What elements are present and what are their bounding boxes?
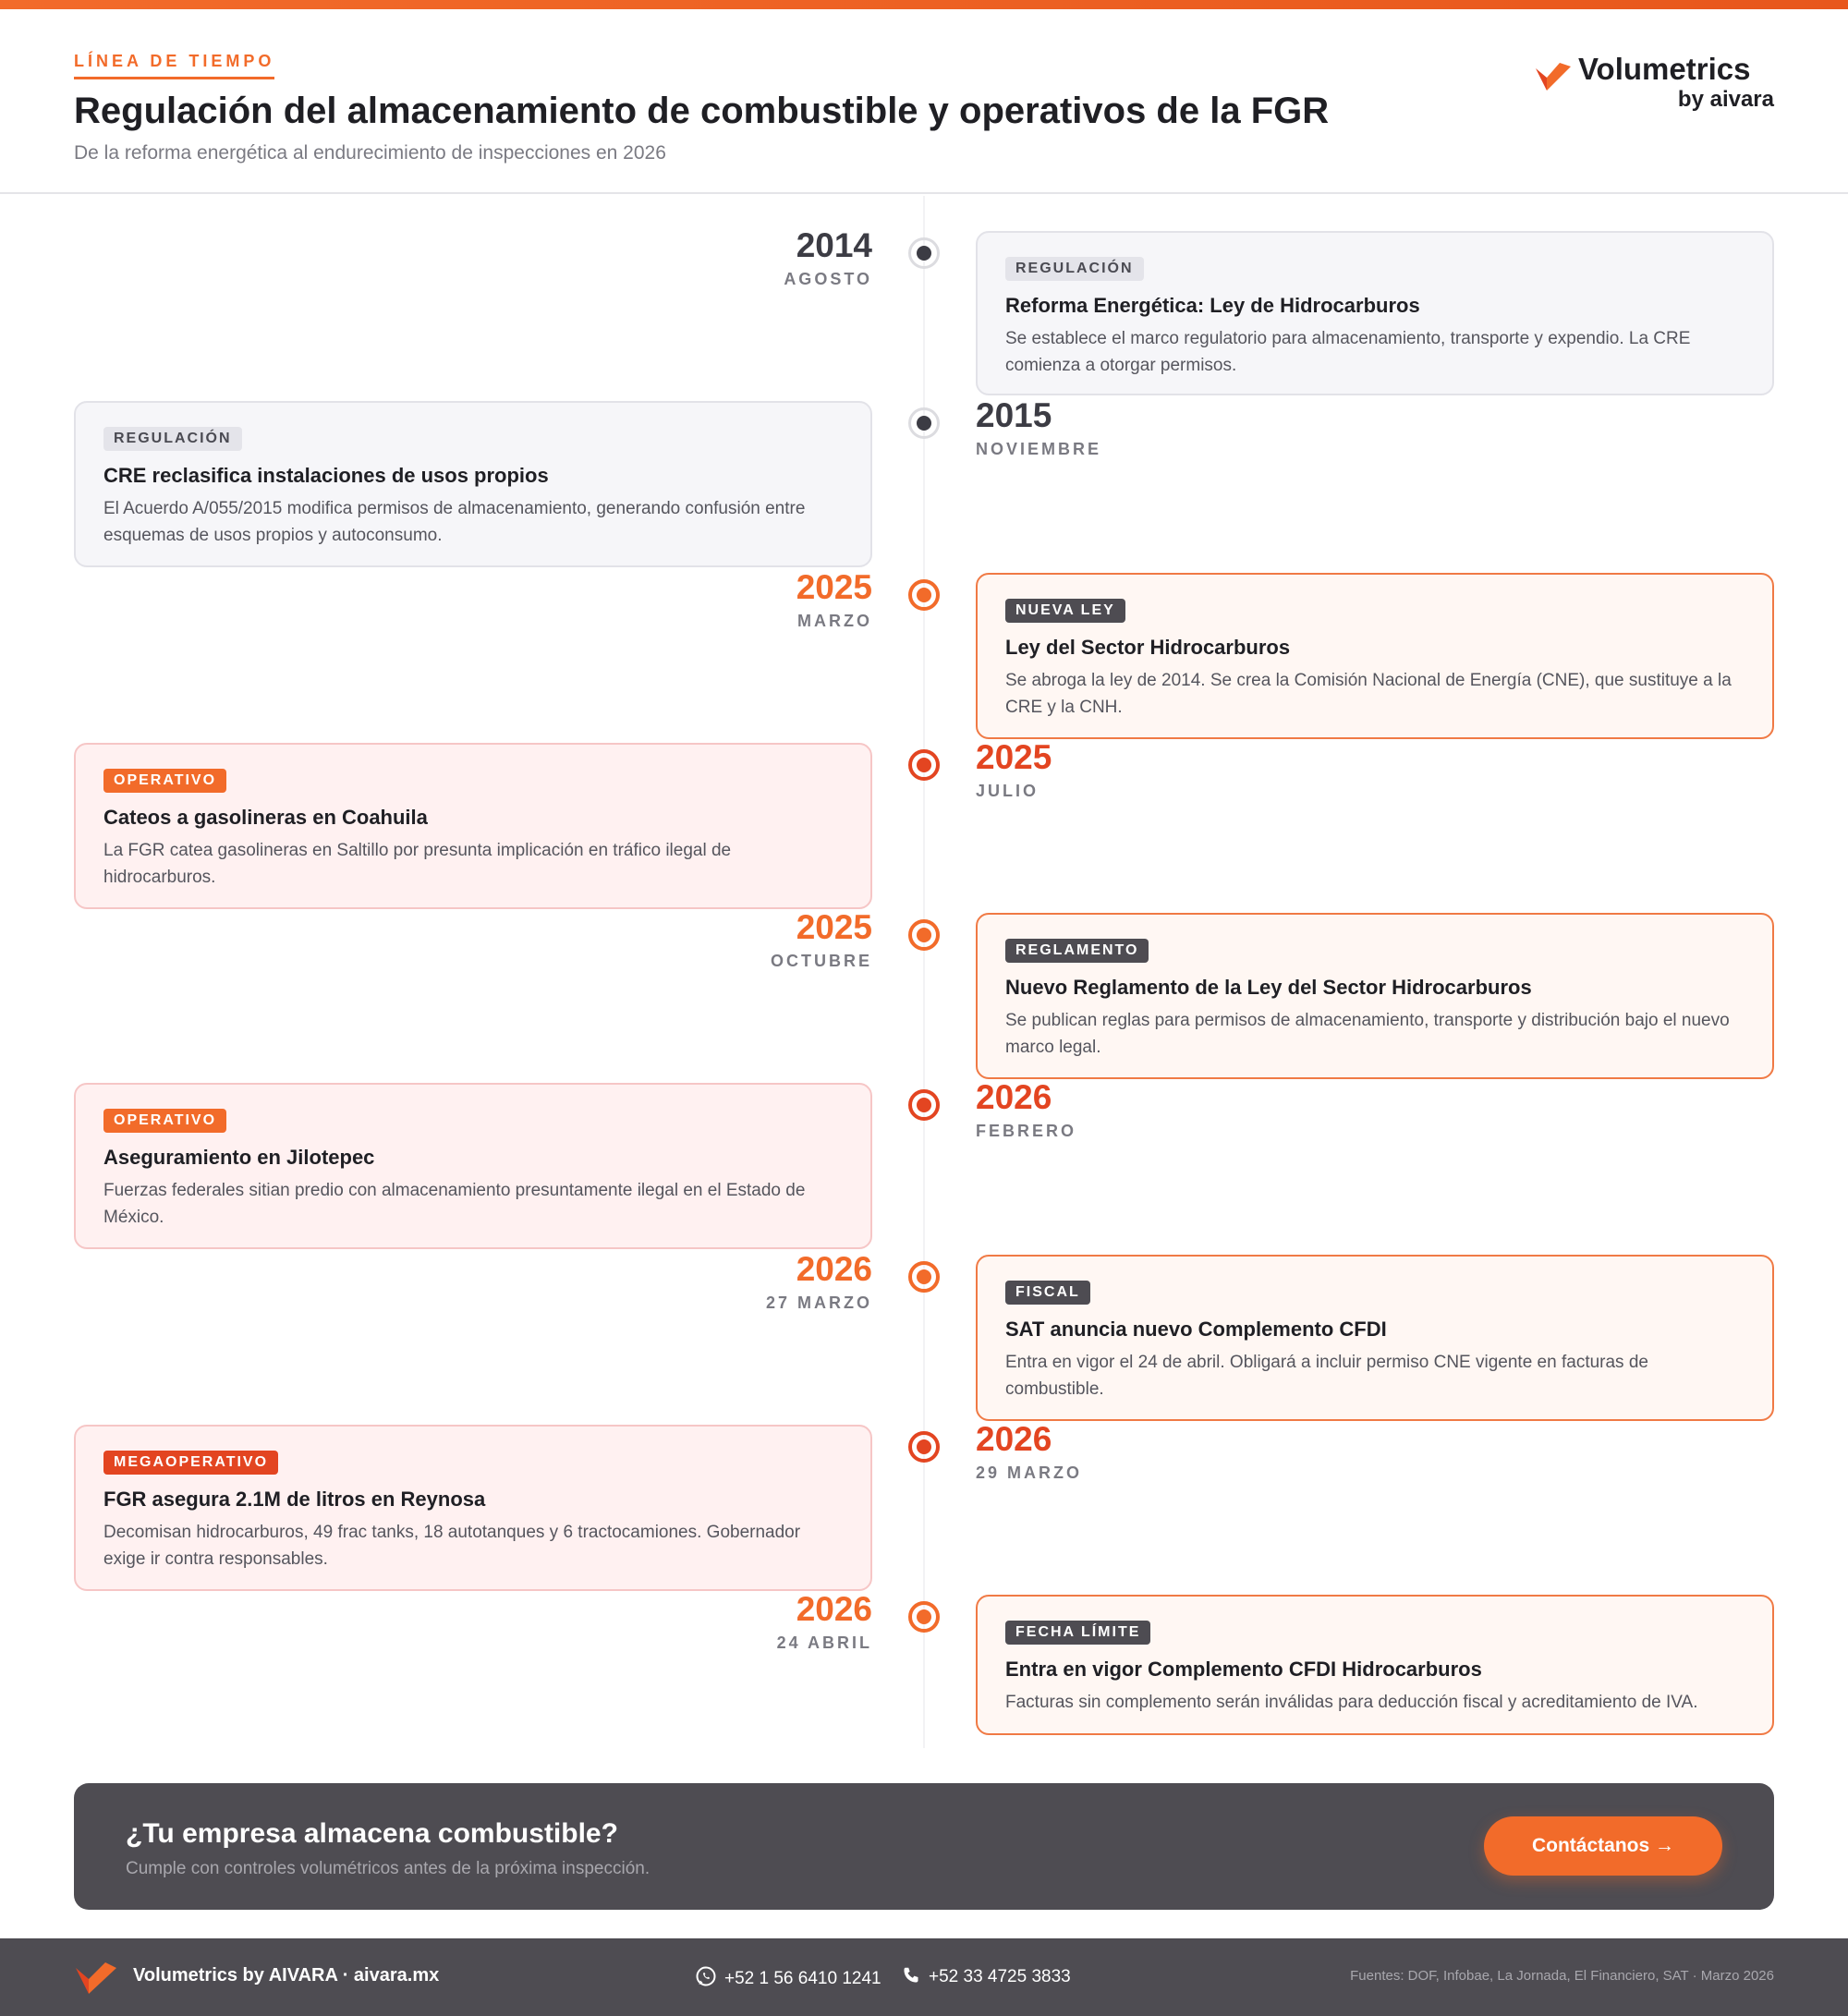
- event-title: Aseguramiento en Jilotepec: [103, 1146, 375, 1169]
- event-title: CRE reclasifica instalaciones de usos propios: [103, 464, 549, 487]
- timeline-event-card[interactable]: [74, 743, 872, 909]
- page-footer: [0, 1938, 1848, 2016]
- event-description: Decomisan hidrocarburos, 49 frac tanks, 18 autotanques y 6 tractocamiones. Gobernador exige ir contra responsables.: [103, 1523, 801, 1569]
- phone-number: +52 33 4725 3833: [929, 1967, 1071, 1986]
- timeline-date: [976, 397, 1253, 459]
- event-description: Se abroga la ley de 2014. Se crea la Comisión Nacional de Energía (CNE), que sustituye a la CRE y la CNH.: [1005, 671, 1732, 717]
- timeline-marker: [908, 1601, 940, 1633]
- timeline-date: [595, 1251, 872, 1313]
- timeline-date: [976, 739, 1253, 801]
- sources-note: Fuentes: DOF, Infobae, La Jornada, El Financiero, SAT · Marzo 2026: [1350, 1968, 1774, 1984]
- page-title: Regulación del almacenamiento de combustible y operativos de la FGR: [74, 91, 1330, 131]
- timeline-date: [595, 227, 872, 289]
- timeline-event-card[interactable]: [74, 401, 872, 567]
- timeline-marker: [908, 749, 940, 781]
- event-month: 27 MARZO: [765, 1293, 872, 1312]
- timeline-event-card[interactable]: [74, 1083, 872, 1249]
- event-month: OCTUBRE: [771, 952, 872, 970]
- cta-subtitle: Cumple con controles volumétricos antes de la próxima inspección.: [126, 1859, 650, 1878]
- event-year: 2026: [796, 1590, 872, 1628]
- timeline-marker: [908, 237, 940, 269]
- cta-title: ¿Tu empresa almacena combustible?: [126, 1818, 618, 1849]
- timeline-marker: [908, 1089, 940, 1121]
- event-title: Cateos a gasolineras en Coahuila: [103, 806, 428, 829]
- event-description: El Acuerdo A/055/2015 modifica permisos de almacenamiento, generando confusión entre esquemas de usos propios y autoconsumo.: [103, 499, 806, 545]
- event-description: Se establece el marco regulatorio para almacenamiento, transporte y expendio. La CRE comienza a otorgar permisos.: [1005, 329, 1691, 375]
- timeline-date: [976, 1079, 1253, 1141]
- brand-logo[interactable]: [1534, 52, 1774, 116]
- event-description: La FGR catea gasolineras en Saltillo por presunta implicación en tráfico ilegal de hidrocarburos.: [103, 841, 732, 887]
- event-year: 2015: [976, 396, 1052, 434]
- category-badge: REGULACIÓN: [103, 427, 242, 451]
- event-description: Se publican reglas para permisos de almacenamiento, transporte y distribución bajo el nuevo marco legal.: [1005, 1011, 1730, 1057]
- event-description: Fuerzas federales sitian predio con almacenamiento presuntamente ilegal en el Estado de México.: [103, 1181, 806, 1227]
- phone-icon: [901, 1965, 921, 1986]
- event-month: 24 ABRIL: [776, 1633, 872, 1652]
- timeline-date: [976, 1421, 1253, 1483]
- category-badge: OPERATIVO: [103, 769, 226, 793]
- category-badge: NUEVA LEY: [1005, 599, 1125, 623]
- timeline-marker: [908, 1261, 940, 1293]
- category-badge: FISCAL: [1005, 1281, 1090, 1305]
- category-badge: REGLAMENTO: [1005, 939, 1149, 963]
- timeline-event-card[interactable]: [976, 1255, 1774, 1421]
- logo-tagline: by aivara: [1677, 87, 1774, 112]
- timeline-date: [595, 569, 872, 631]
- footer-brand-link[interactable]: Volumetrics by AIVARA · aivara.mx: [133, 1965, 440, 1986]
- event-title: SAT anuncia nuevo Complemento CFDI: [1005, 1318, 1387, 1341]
- phone-contact[interactable]: [901, 1965, 1071, 1987]
- timeline-event-card[interactable]: [976, 231, 1774, 395]
- timeline-event-card[interactable]: [74, 1425, 872, 1591]
- event-year: 2026: [976, 1420, 1052, 1458]
- event-month: NOVIEMBRE: [976, 440, 1102, 458]
- timeline-marker: [908, 579, 940, 611]
- timeline-marker: [908, 407, 940, 439]
- timeline-marker: [908, 919, 940, 951]
- whatsapp-contact[interactable]: [695, 1965, 881, 1989]
- event-month: FEBRERO: [976, 1122, 1077, 1140]
- page-subtitle: De la reforma energética al endurecimiento de inspecciones en 2026: [74, 142, 666, 164]
- timeline-event-card[interactable]: [976, 573, 1774, 739]
- category-badge: REGULACIÓN: [1005, 257, 1144, 281]
- event-description: Entra en vigor el 24 de abril. Obligará a incluir permiso CNE vigente en facturas de combustible.: [1005, 1353, 1648, 1399]
- event-year: 2014: [796, 226, 872, 264]
- event-year: 2025: [976, 738, 1052, 776]
- event-title: Reforma Energética: Ley de Hidrocarburos: [1005, 294, 1420, 317]
- volumetrics-logo-icon: [1534, 61, 1574, 94]
- event-description: Facturas sin complemento serán inválidas para deducción fiscal y acreditamiento de IVA.: [1005, 1693, 1698, 1712]
- event-month: AGOSTO: [784, 270, 872, 288]
- page-header: [0, 9, 1848, 194]
- volumetrics-logo-icon: [74, 1959, 120, 1996]
- event-title: Nuevo Reglamento de la Ley del Sector Hidrocarburos: [1005, 976, 1532, 999]
- event-title: FGR asegura 2.1M de litros en Reynosa: [103, 1488, 486, 1511]
- logo-wordmark: Volumetrics: [1578, 52, 1751, 86]
- whatsapp-icon: [695, 1965, 717, 1987]
- event-year: 2025: [796, 568, 872, 606]
- event-month: MARZO: [797, 612, 872, 630]
- cta-banner: [74, 1783, 1774, 1910]
- timeline-date: [595, 1591, 872, 1653]
- event-title: Ley del Sector Hidrocarburos: [1005, 636, 1291, 659]
- timeline-event-card[interactable]: [976, 913, 1774, 1079]
- eyebrow-label: LÍNEA DE TIEMPO: [74, 52, 274, 79]
- timeline-date: [595, 909, 872, 971]
- event-year: 2026: [796, 1250, 872, 1288]
- top-accent-bar: [0, 0, 1848, 9]
- event-year: 2025: [796, 908, 872, 946]
- category-badge: MEGAOPERATIVO: [103, 1451, 278, 1475]
- event-year: 2026: [976, 1078, 1052, 1116]
- whatsapp-number: +52 1 56 6410 1241: [724, 1969, 881, 1988]
- event-month: 29 MARZO: [976, 1463, 1083, 1482]
- timeline-event-card[interactable]: [976, 1595, 1774, 1735]
- timeline-marker: [908, 1431, 940, 1463]
- event-title: Entra en vigor Complemento CFDI Hidrocarburos: [1005, 1658, 1482, 1681]
- category-badge: OPERATIVO: [103, 1109, 226, 1133]
- category-badge: FECHA LÍMITE: [1005, 1621, 1150, 1645]
- timeline: [0, 196, 1848, 1748]
- event-month: JULIO: [976, 782, 1040, 800]
- contact-button[interactable]: Contáctanos →: [1484, 1816, 1722, 1876]
